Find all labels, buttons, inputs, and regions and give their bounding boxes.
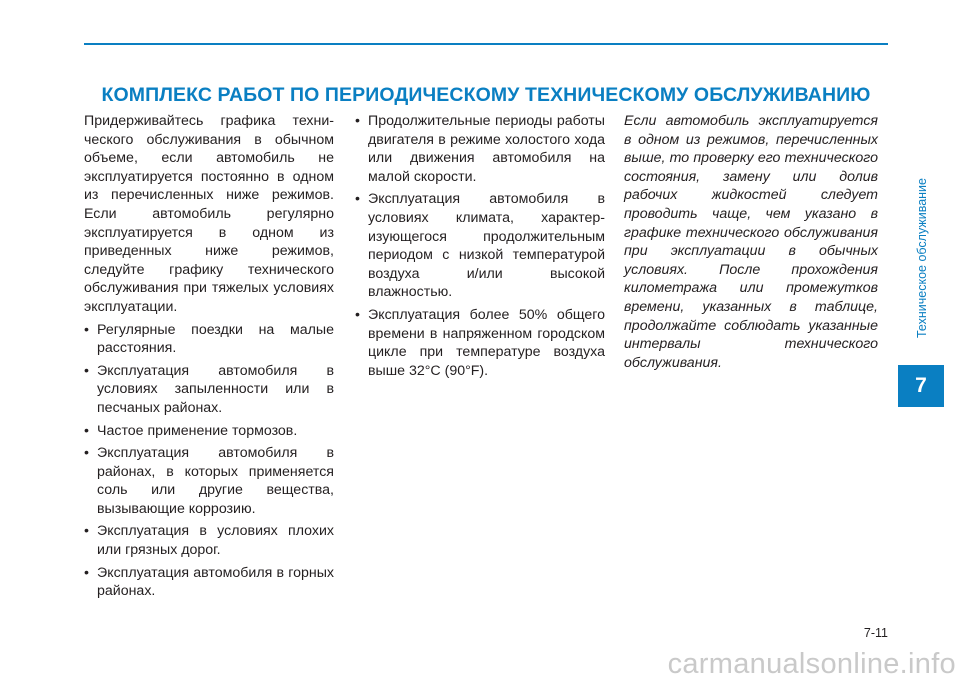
watermark-text: carmanualsonline.info <box>667 648 956 680</box>
list-item: • Частое применение тормозов. <box>84 422 334 441</box>
header-rule <box>84 43 888 45</box>
page-title: КОМПЛЕКС РАБОТ ПО ПЕРИОДИЧЕСКОМУ ТЕХНИЧЕСКОМУ ОБСЛУЖИВАНИЮ <box>101 84 871 106</box>
intro-paragraph: Придерживайтесь графика техни-ческого обслуживания в обычном объеме, если автомобиль не эксплуатируется постоянно в одном из перечисленных ниже режимов. Если автомобиль регулярно эксплуатируется в одном из приведенных ниже режимов, следуйте графику технического обслуживания при тяжелых условиях эксплуатации. <box>84 113 334 315</box>
conditions-list-left <box>84 321 334 601</box>
list-item: • Эксплуатация автомобиля в условиях климата, характер-изующегося продолжительным периодом с низкой температурой воздуха и/или высокой влажностью. <box>355 190 605 302</box>
list-item: • Продолжительные периоды работы двигателя в режиме холостого хода или движения автомобиля на малой скорости. <box>355 112 605 186</box>
column-middle <box>355 112 605 380</box>
page-number: 7-11 <box>863 626 888 640</box>
conditions-list-middle <box>355 112 605 380</box>
chapter-tab <box>898 365 944 407</box>
column-right <box>624 112 878 372</box>
list-item: • Эксплуатация автомобиля в условиях запыленности или в песчаных районах. <box>84 362 334 418</box>
list-item: • Эксплуатация автомобиля в горных районах. <box>84 564 334 601</box>
list-item: • Регулярные поездки на малые расстояния. <box>84 321 334 358</box>
chapter-side-label: Техническое обслуживание <box>915 178 929 338</box>
column-left <box>84 112 334 601</box>
list-item: • Эксплуатация более 50% общего времени в напряженном городском цикле при температуре воздуха выше 32°C (90°F). <box>355 306 605 380</box>
chapter-number: 7 <box>915 374 927 397</box>
list-item: • Эксплуатация в условиях плохих или грязных дорог. <box>84 522 334 559</box>
list-item: • Эксплуатация автомобиля в районах, в которых применяется соль или другие вещества, вызывающие коррозию. <box>84 444 334 518</box>
italic-note: Если автомобиль эксплуатируется в одном из режимов, перечисленных выше, то проверку его технического состояния, замену или долив рабочих жидкостей следует проводить чаще, чем указано в графике технического обслуживания при эксплуатации в обычных условиях. После прохождения километража или промежутков времени, указанных в таблице, продолжайте соблюдать указанные интервалы технического обслуживания. <box>624 113 878 371</box>
